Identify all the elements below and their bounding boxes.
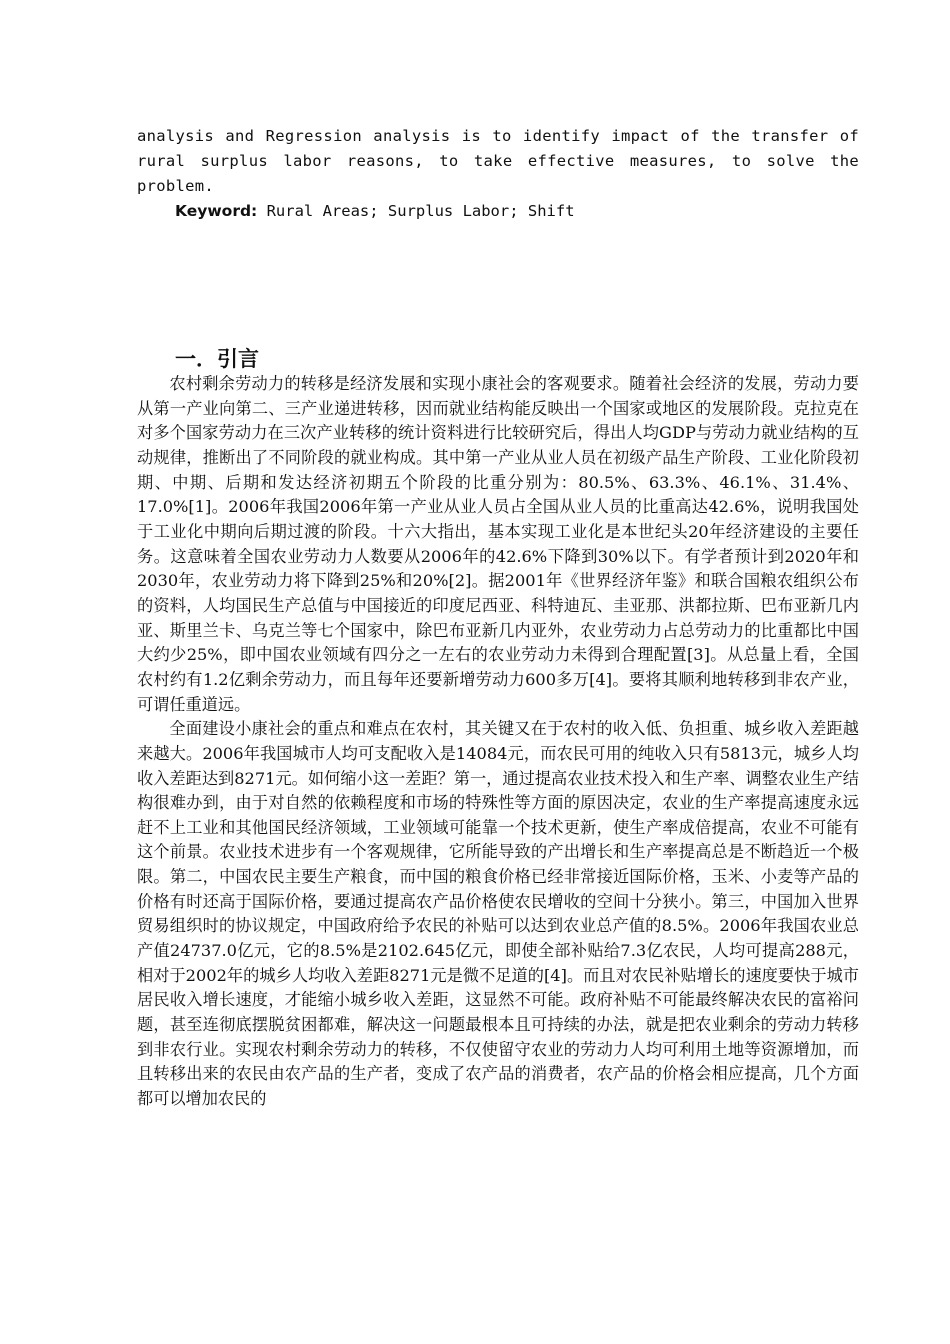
section-heading-introduction: 一．引言	[175, 347, 259, 371]
keywords-label: Keyword:	[175, 202, 258, 220]
english-abstract-text: analysis and Regression analysis is to identify impact of the transfer of rural surplus labor reasons, to take effective measures, to solve the problem.	[137, 127, 859, 195]
body-text	[137, 372, 859, 1112]
paragraph: 农村剩余劳动力的转移是经济发展和实现小康社会的客观要求。随着社会经济的发展，劳动力要从第一产业向第二、三产业递进转移，因而就业结构能反映出一个国家或地区的发展阶段。克拉克在对多个国家劳动力在三次产业转移的统计资料进行比较研究后，得出人均GDP与劳动力就业结构的互动规律，推断出了不同阶段的就业构成。其中第一产业从业人员在初级产品生产阶段、工业化阶段初期、中期、后期和发达经济初期五个阶段的比重分别为：80.5%、63.3%、46.1%、31.4%、17.0%[1]。2006年我国2006年第一产业从业人员占全国从业人员的比重高达42.6%，说明我国处于工业化中期向后期过渡的阶段。十六大指出，基本实现工业化是本世纪头20年经济建设的主要任务。这意味着全国农业劳动力人数要从2006年的42.6%下降到30%以下。有学者预计到2020年和2030年，农业劳动力将下降到25%和20%[2]。据2001年《世界经济年鉴》和联合国粮农组织公布的资料，人均国民生产总值与中国接近的印度尼西亚、科特迪瓦、圭亚那、洪都拉斯、巴布亚新几内亚、斯里兰卡、乌克兰等七个国家中，除巴布亚新几内亚外，农业劳动力占总劳动力的比重都比中国大约少25%，即中国农业领域有四分之一左右的农业劳动力未得到合理配置[3]。从总量上看，全国农村约有1.2亿剩余劳动力，而且每年还要新增劳动力600多万[4]。要将其顺利地转移到非农产业，可谓任重道远。	[137, 374, 859, 714]
keywords-line	[175, 199, 865, 224]
keywords-value: Rural Areas; Surplus Labor; Shift	[257, 202, 575, 220]
paragraph: 全面建设小康社会的重点和难点在农村，其关键又在于农村的收入低、负担重、城乡收入差距越来越大。2006年我国城市人均可支配收入是14084元，而农民可用的纯收入只有5813元，城乡人均收入差距达到8271元。如何缩小这一差距？第一，通过提高农业技术投入和生产率、调整农业生产结构很难办到，由于对自然的依赖程度和市场的特殊性等方面的原因决定，农业的生产率提高速度永远赶不上工业和其他国民经济领域，工业领域可能靠一个技术更新，使生产率成倍提高，农业不可能有这个前景。农业技术进步有一个客观规律，它所能导致的产出增长和生产率提高总是不断趋近一个极限。第二，中国农民主要生产粮食，而中国的粮食价格已经非常接近国际价格，玉米、小麦等产品的价格有时还高于国际价格，要通过提高农产品价格使农民增收的空间十分狭小。第三，中国加入世界贸易组织时的协议规定，中国政府给予农民的补贴可以达到农业总产值的8.5%。2006年我国农业总产值24737.0亿元，它的8.5%是2102.645亿元，即使全部补贴给7.3亿农民，人均可提高288元，相对于2002年的城乡人均收入差距8271元是微不足道的[4]。而且对农民补贴增长的速度要快于城市居民收入增长速度，才能缩小城乡收入差距，这显然不可能。政府补贴不可能最终解决农民的富裕问题，甚至连彻底摆脱贫困都难，解决这一问题最根本且可持续的办法，就是把农业剩余的劳动力转移到非农行业。实现农村剩余劳动力的转移，不仅使留守农业的劳动力人均可利用土地等资源增加，而且转移出来的农民由农产品的生产者，变成了农产品的消费者，农产品的价格会相应提高，几个方面都可以增加农民的	[137, 719, 859, 1109]
